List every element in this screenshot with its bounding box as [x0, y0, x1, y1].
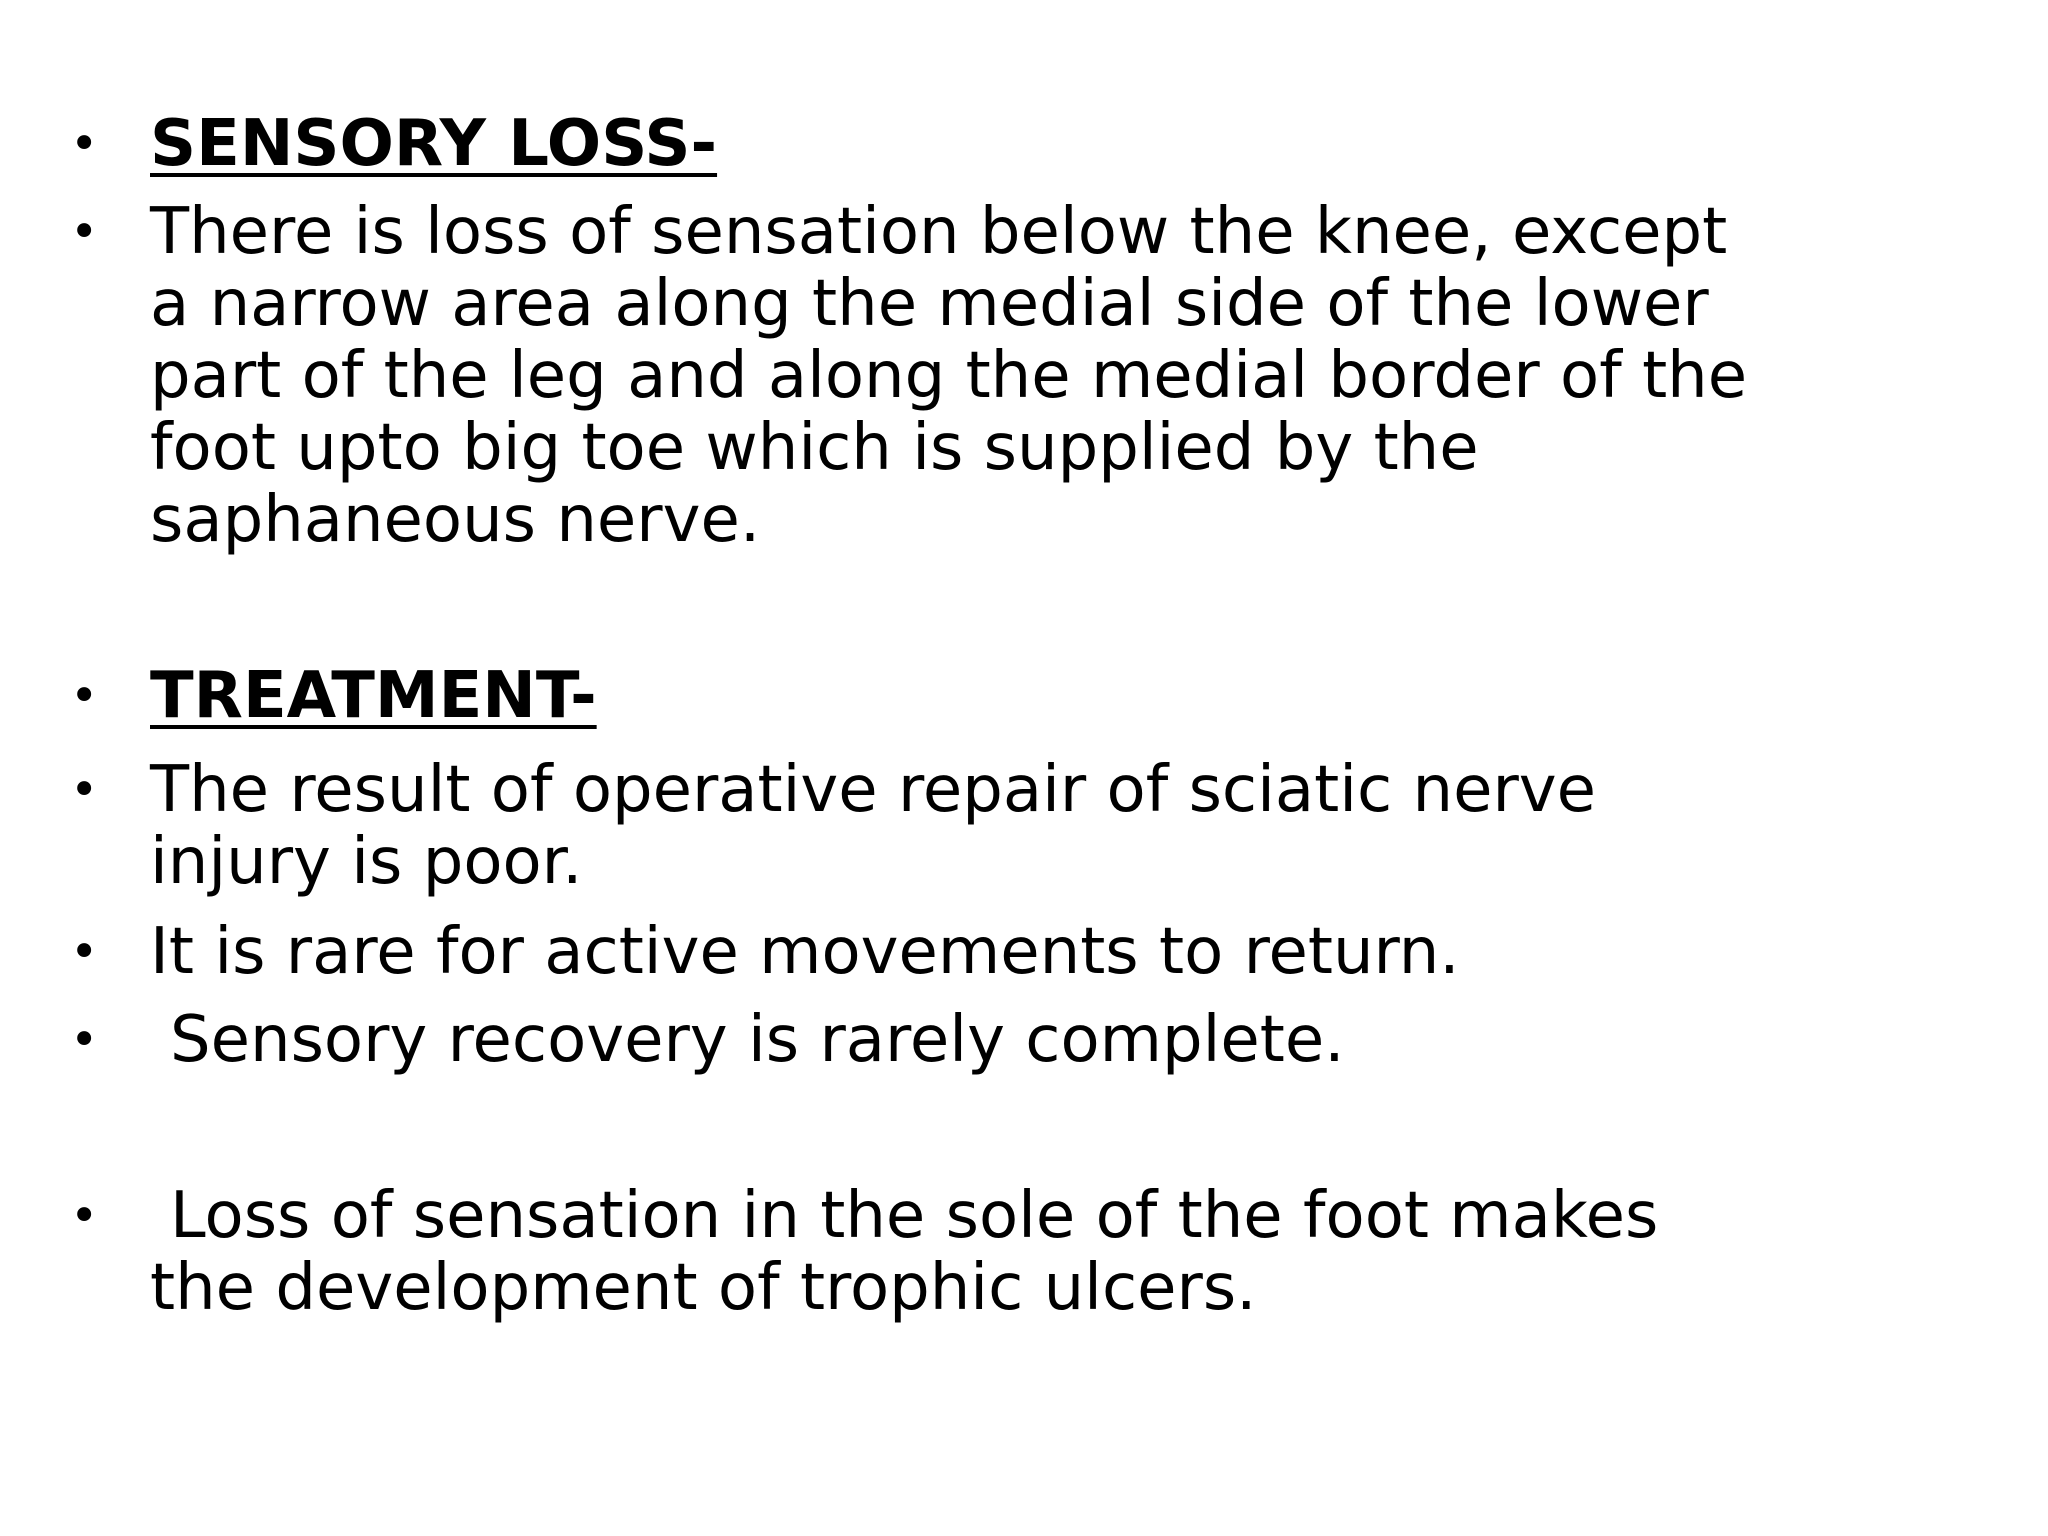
- heading-sensory-loss: SENSORY LOSS-: [150, 107, 718, 181]
- heading-treatment: TREATMENT-: [150, 659, 597, 733]
- bullet-icon: •: [70, 924, 99, 980]
- active-movements-text: It is rare for active movements to return.: [150, 915, 1460, 989]
- bullet-icon: •: [70, 204, 99, 260]
- bullet-icon: •: [70, 1012, 99, 1068]
- bullet-icon: •: [70, 116, 99, 172]
- sensory-loss-description: There is loss of sensation below the knee, except a narrow area along the medial side of the lower part of the leg and along the medial border of the foot upto big toe which is supplied by the saphaneous nerve.: [150, 195, 1748, 557]
- sensory-recovery-text: Sensory recovery is rarely complete.: [170, 1003, 1345, 1077]
- bullet-icon: •: [70, 1188, 99, 1244]
- trophic-ulcers-text: Loss of sensation in the sole of the foot makes the development of trophic ulcers.: [150, 1179, 1659, 1325]
- operative-repair-text: The result of operative repair of sciatic nerve injury is poor.: [150, 753, 1596, 899]
- bullet-icon: •: [70, 762, 99, 818]
- bullet-icon: •: [70, 668, 99, 724]
